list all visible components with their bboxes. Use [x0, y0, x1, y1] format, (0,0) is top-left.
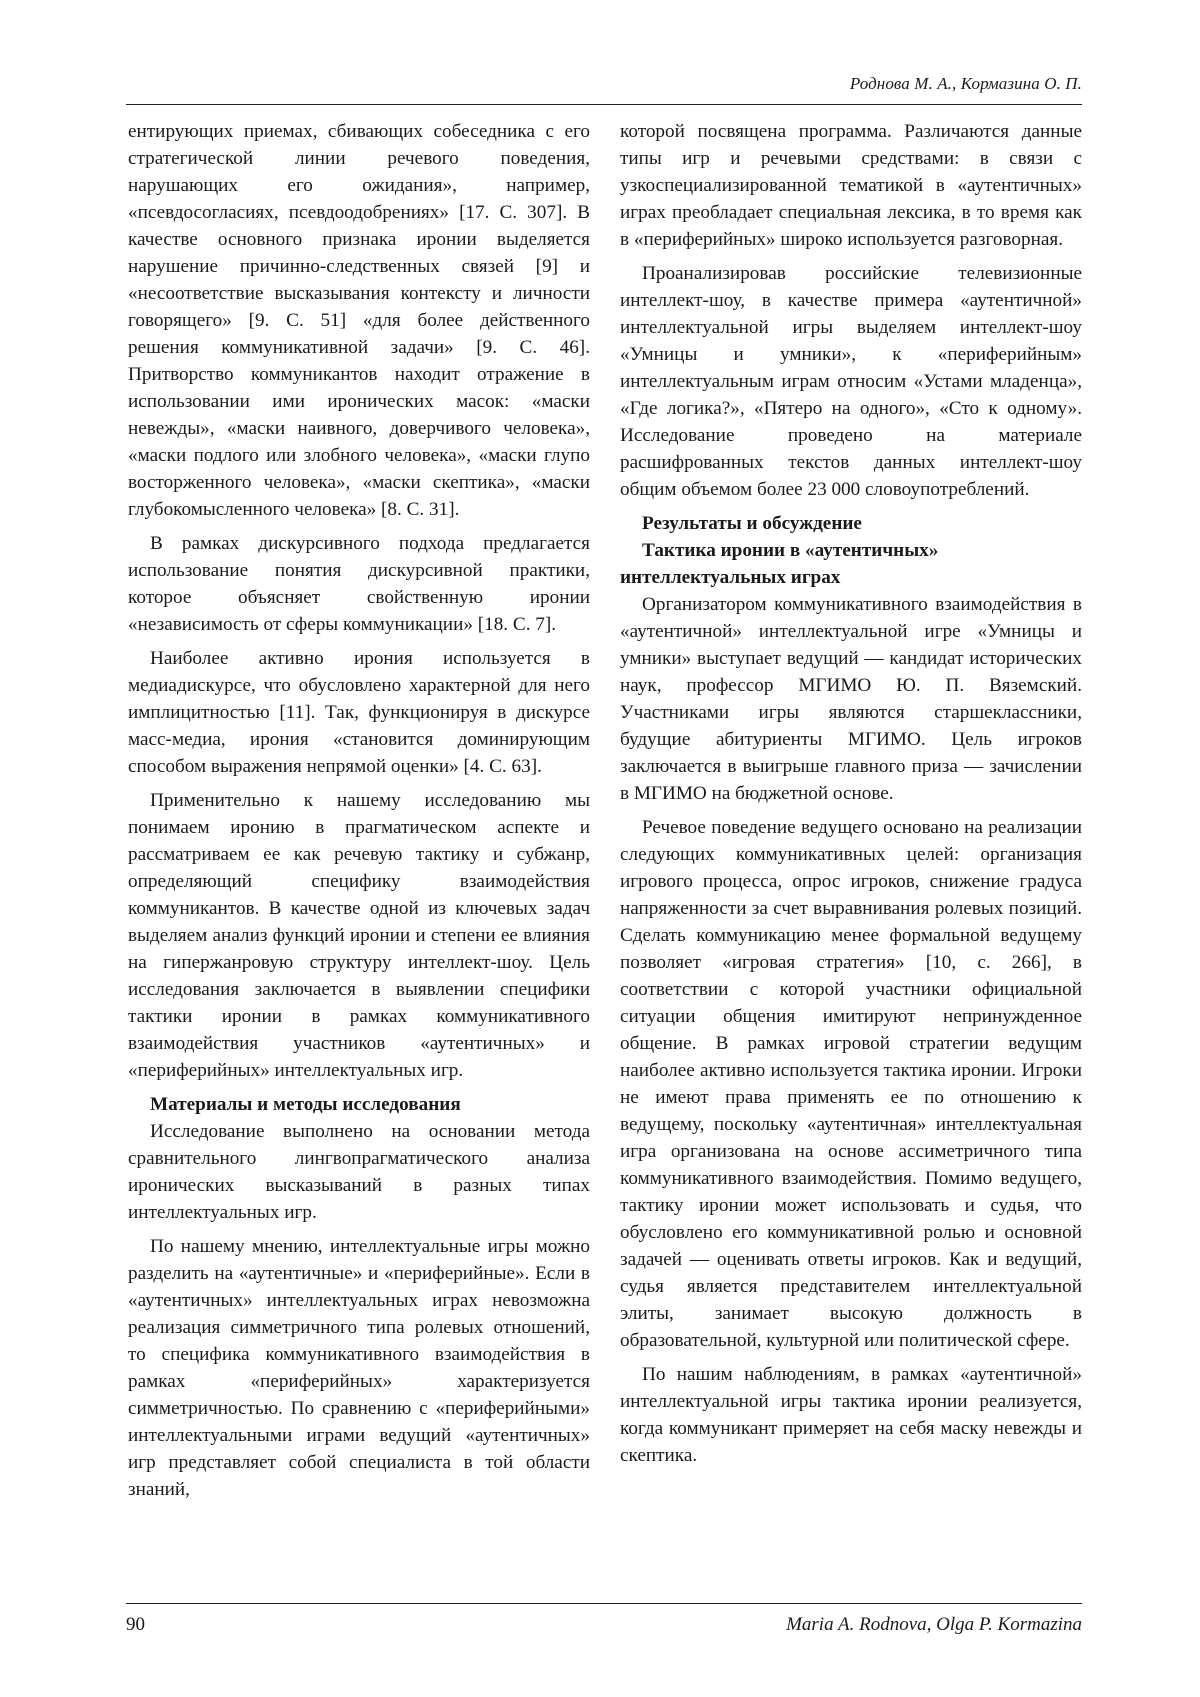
right-column — [620, 118, 1082, 1476]
running-head-authors: Роднова М. А., Кормазина О. П. — [849, 74, 1082, 93]
paragraph: Проанализировав российские телевизионные интеллект-шоу, в качестве примера «аутентичной» интеллектуальной игры выделяем интеллект-шоу «Умницы и умники», к «периферийным» интеллектуальным играм относим «Устами младенца», «Где логика?», «Пятеро на одного», «Сто к одному». Исследование проведено на материале расшифрованных текстов данных интеллект-шоу общим объемом более 23 000 словоупотреблений. — [620, 263, 1082, 500]
paragraph: Применительно к нашему исследованию мы понимаем иронию в прагматическом аспекте и рассматриваем ее как речевую тактику и субжанр, определяющий специфику взаимодействия коммуникантов. В качестве одной из ключевых задач выделяем анализ функций иронии и степени ее влияния на гипержанровую структуру интеллект-шоу. Цель исследования заключается в выявлении специфики тактики иронии в рамках коммуникативного взаимодействия участников «аутентичных» и «периферийных» интеллектуальных игр. — [128, 790, 590, 1081]
subsection-heading-irony-tactic: Тактика иронии в «аутентичных» интеллектуальных играх — [620, 540, 939, 588]
footer-authors: Maria A. Rodnova, Olga P. Kormazina — [786, 1614, 1082, 1635]
left-column — [128, 118, 590, 1510]
footer-rule — [126, 1603, 1082, 1604]
paragraph: Исследование выполнено на основании метода сравнительного лингвопрагматического анализа иронических высказываний в разных типах интеллектуальных игр. — [128, 1121, 590, 1223]
section-heading-materials: Материалы и методы исследования — [150, 1094, 461, 1115]
paragraph: В рамках дискурсивного подхода предлагается использование понятия дискурсивной практики, которое объясняет свойственную иронии «независимость от сферы коммуникации» [18. С. 7]. — [128, 533, 590, 635]
header-rule — [126, 104, 1082, 105]
paragraph: Организатором коммуникативного взаимодействия в «аутентичной» интеллектуальной игре «Умницы и умники» выступает ведущий — кандидат исторических наук, профессор МГИМО Ю. П. Вяземский. Участниками игры являются старшеклассники, будущие абитуриенты МГИМО. Цель игроков заключается в выигрыше главного приза — зачислении в МГИМО на бюджетной основе. — [620, 594, 1082, 804]
paragraph: ентирующих приемах, сбивающих собеседника с его стратегической линии речевого поведения, нарушающих его ожидания», например, «псевдосогласиях, псевдоодобрениях» [17. С. 307]. В качестве основного признака иронии выделяется нарушение причинно-следственных связей [9] и «несоответствие высказывания контексту и личности говорящего» [9. С. 51] «для более действенного решения коммуникативной задачи» [9. С. 46]. Притворство коммуникантов находит отражение в использовании ими иронических масок: «маски невежды», «маски наивного, доверчивого человека», «маски подлого или злобного человека», «маски глупо восторженного человека», «маски скептика», «маски глубокомысленного человека» [8. С. 31]. — [128, 121, 590, 520]
paragraph: По нашему мнению, интеллектуальные игры можно разделить на «аутентичные» и «периферийные». Если в «аутентичных» интеллектуальных играх невозможна реализация симметричного типа ролевых отношений, то специфика коммуникативного взаимодействия в рамках «периферийных» характеризуется симметричностью. По сравнению с «периферийными» интеллектуальными играми ведущий «аутентичных» игр представляет собой специалиста в той области знаний, — [128, 1236, 590, 1500]
paragraph: Наиболее активно ирония используется в медиадискурсе, что обусловлено характерной для него имплицитностью [11]. Так, функционируя в дискурсе масс-медиа, ирония «становится доминирующим способом выражения непрямой оценки» [4. С. 63]. — [128, 648, 590, 777]
paragraph: По нашим наблюдениям, в рамках «аутентичной» интеллектуальной игры тактика иронии реализуется, когда коммуникант примеряет на себя маску невежды и скептика. — [620, 1364, 1082, 1466]
paragraph: Речевое поведение ведущего основано на реализации следующих коммуникативных целей: организация игрового процесса, опрос игроков, снижение градуса напряженности за счет выравнивания ролевых позиций. Сделать коммуникацию менее формальной ведущему позволяет «игровая стратегия» [10, с. 266], в соответствии с которой участники официальной ситуации общения имитируют непринужденное общение. В рамках игровой стратегии ведущим наиболее активно используется тактика иронии. Игроки не имеют права применять ее по отношению к ведущему, поскольку «аутентичная» интеллектуальная игра организована на основе ассиметричного типа коммуникативного взаимодействия. Помимо ведущего, тактику иронии может использовать и судья, что обусловлено его коммуникативной ролью и основной задачей — оценивать ответы игроков. Как и ведущий, судья является представителем интеллектуальной элиты, занимает высокую должность в образовательной, культурной или политической сфере. — [620, 817, 1082, 1351]
page-number: 90 — [126, 1614, 145, 1635]
paragraph: которой посвящена программа. Различаются данные типы игр и речевыми средствами: в связи с узкоспециализированной тематикой в «аутентичных» играх преобладает специальная лексика, в то время как в «периферийных» широко используется разговорная. — [620, 121, 1082, 250]
section-heading-results: Результаты и обсуждение — [642, 513, 862, 534]
